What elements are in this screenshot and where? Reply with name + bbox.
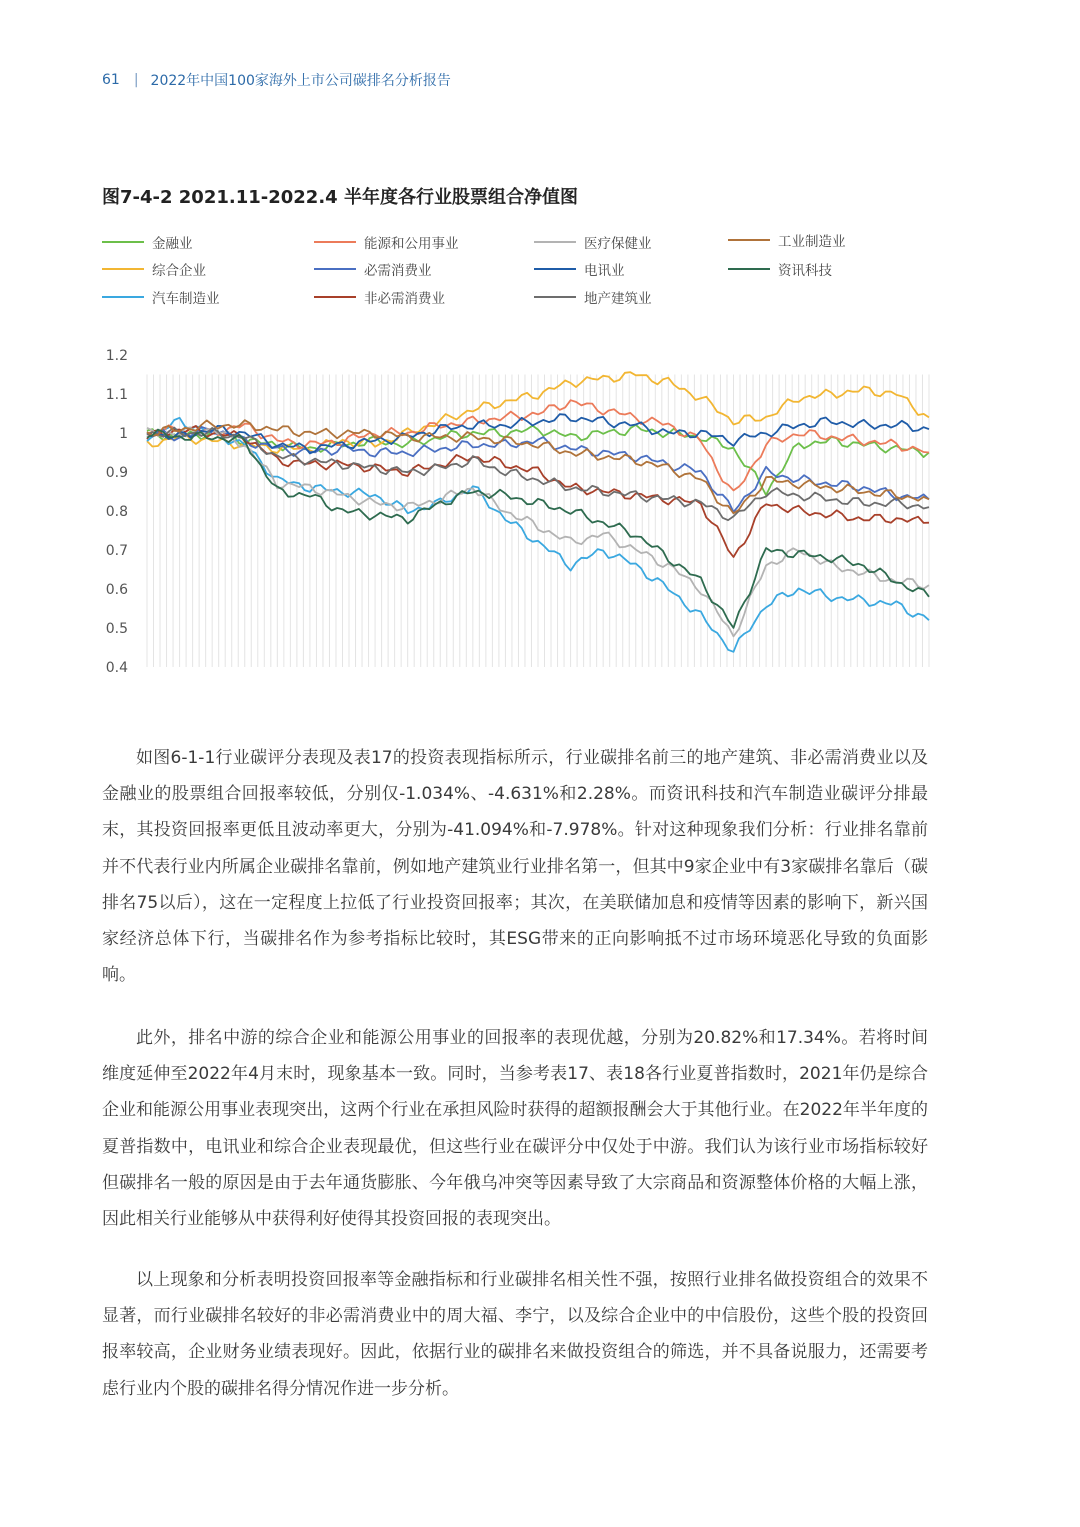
- legend-item: [534, 259, 625, 279]
- legend-item: [728, 259, 832, 279]
- legend-label: 必需消费业: [364, 263, 432, 279]
- legend-item: [728, 230, 846, 250]
- y-tick-label: 1.1: [105, 387, 128, 403]
- legend-swatch: [728, 239, 770, 241]
- y-tick-label: 1.2: [105, 348, 128, 364]
- legend-label: 综合企业: [152, 263, 206, 279]
- legend-label: 金融业: [152, 236, 193, 252]
- page-number: 61: [102, 72, 120, 88]
- legend-swatch: [102, 241, 144, 243]
- legend-item: [314, 287, 445, 307]
- legend-swatch: [102, 268, 144, 270]
- legend-swatch: [534, 296, 576, 298]
- paragraph-2: [102, 1020, 928, 1237]
- legend-item: [102, 259, 206, 279]
- legend-label: 能源和公用事业: [364, 236, 459, 252]
- line-chart: [95, 335, 945, 685]
- y-tick-label: 0.9: [105, 465, 128, 481]
- legend-label: 资讯科技: [778, 263, 832, 279]
- grid-lines: [147, 375, 929, 668]
- legend-swatch: [314, 268, 356, 270]
- legend-swatch: [728, 268, 770, 270]
- page-header: [102, 70, 451, 90]
- report-title: 2022年中国100家海外上市公司碳排名分析报告: [150, 73, 451, 89]
- y-tick-label: 1: [119, 426, 128, 442]
- paragraph-text: 如图6-1-1行业碳评分表现及表17的投资表现指标所示，行业碳排名前三的地产建筑、非必需消费业以及金融业的股票组合回报率较低，分别仅-1.034%、-4.631%和2.28%。而资讯科技和汽车制造业碳评分排最末，其投资回报率更低且波动率更大，分别为-41.094%和-7.978%。针对这种现象我们分析：行业排名靠前并不代表行业内所属企业碳排名靠前，例如地产建筑业行业排名第一，但其中9家企业中有3家碳排名靠后（碳排名75以后），这在一定程度上拉低了行业投资回报率；其次，在美联储加息和疫情等因素的影响下，新兴国家经济总体下行，当碳排名作为参考指标比较时，其ESG带来的正向影响抵不过市场环境恶化导致的负面影响。: [102, 748, 928, 986]
- legend-label: 医疗保健业: [584, 236, 652, 252]
- legend-swatch: [314, 296, 356, 298]
- figure-title: 图7-4-2 2021.11-2022.4 半年度各行业股票组合净值图: [102, 187, 578, 208]
- y-tick-label: 0.4: [105, 660, 128, 676]
- legend-label: 汽车制造业: [152, 291, 220, 307]
- chart-legend: [102, 232, 932, 312]
- y-tick-label: 0.6: [105, 582, 128, 598]
- paragraph-1: [102, 740, 928, 993]
- legend-swatch: [534, 241, 576, 243]
- y-tick-label: 0.5: [105, 621, 128, 637]
- paragraph-3: [102, 1262, 928, 1407]
- legend-label: 地产建筑业: [584, 291, 652, 307]
- legend-item: [534, 287, 652, 307]
- legend-item: [534, 232, 652, 252]
- legend-item: [102, 232, 193, 252]
- legend-item: [314, 259, 432, 279]
- legend-swatch: [102, 296, 144, 298]
- paragraph-text: 此外，排名中游的综合企业和能源公用事业的回报率的表现优越，分别为20.82%和17.34%。若将时间维度延伸至2022年4月末时，现象基本一致。同时，当参考表17、表18各行业夏普指数时，2021年仍是综合企业和能源公用事业表现突出，这两个行业在承担风险时获得的超额报酬会大于其他行业。在2022年半年度的夏普指数中，电讯业和综合企业表现最优，但这些行业在碳评分中仅处于中游。我们认为该行业市场指标较好但碳排名一般的原因是由于去年通货膨胀、今年俄乌冲突等因素导致了大宗商品和资源整体价格的大幅上涨，因此相关行业能够从中获得利好使得其投资回报的表现突出。: [102, 1028, 928, 1230]
- y-tick-label: 0.7: [105, 543, 128, 559]
- header-separator: |: [133, 72, 139, 88]
- paragraph-text: 以上现象和分析表明投资回报率等金融指标和行业碳排名相关性不强，按照行业排名做投资组合的效果不显著，而行业碳排名较好的非必需消费业中的周大福、李宁，以及综合企业中的中信股份，这些个股的投资回报率较高，企业财务业绩表现好。因此，依据行业的碳排名来做投资组合的筛选，并不具备说服力，还需要考虑行业内个股的碳排名得分情况作进一步分析。: [102, 1270, 928, 1399]
- legend-label: 非必需消费业: [364, 291, 445, 307]
- y-tick-label: 0.8: [105, 504, 128, 520]
- legend-swatch: [534, 268, 576, 270]
- legend-item: [102, 287, 220, 307]
- legend-label: 电讯业: [584, 263, 625, 279]
- legend-swatch: [314, 241, 356, 243]
- legend-label: 工业制造业: [778, 234, 846, 250]
- legend-item: [314, 232, 459, 252]
